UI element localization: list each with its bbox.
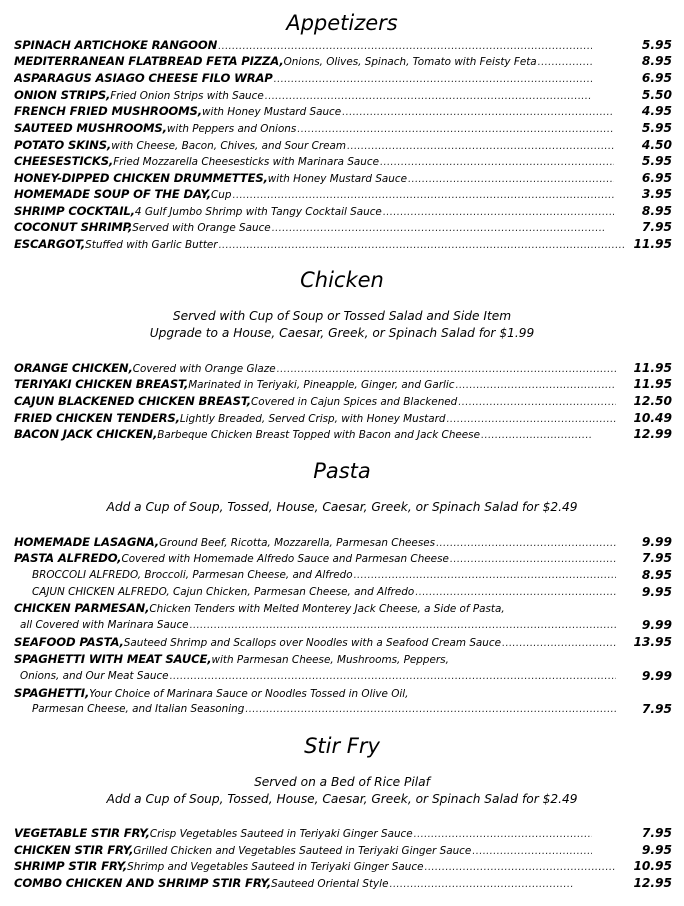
item-price: 3.95: [641, 187, 672, 201]
leader-dots: [450, 552, 616, 566]
item-description: Fried Onion Strips with Sauce: [110, 90, 264, 102]
leader-dots: [170, 669, 616, 684]
leader-dots: [347, 139, 614, 153]
stir-fry-heading: Stir Fry: [304, 734, 380, 758]
menu-item: [0, 137, 684, 153]
item-description: Stuffed with Garlic Butter: [85, 239, 218, 251]
leader-dots: [458, 395, 616, 409]
leader-dots: [354, 568, 616, 583]
menu-item: [0, 53, 684, 69]
item-price: 8.95: [641, 568, 672, 582]
item-name: FRIED CHICKEN TENDERS,: [14, 411, 180, 425]
menu-item: [0, 651, 684, 667]
item-description: Parmesan Cheese, and Italian Seasoning: [32, 703, 245, 715]
item-description: Lightly Breaded, Served Crisp, with Honey Mustard: [179, 413, 446, 425]
item-name: ESCARGOT,: [14, 237, 86, 251]
item-price: 11.95: [633, 377, 672, 391]
item-description: Sauteed Shrimp and Scallops over Noodles with a Seafood Cream Sauce: [123, 637, 501, 649]
item-description: Crisp Vegetables Sauteed in Teriyaki Ginger Sauce: [149, 828, 413, 840]
item-description: Onions, and Our Meat Sauce: [20, 670, 169, 682]
menu-item: [0, 584, 684, 600]
menu-item: [0, 203, 684, 219]
item-name: PASTA ALFREDO,: [14, 551, 122, 565]
pasta-heading: Pasta: [313, 459, 371, 483]
item-name: HONEY-DIPPED CHICKEN DRUMMETTES,: [14, 171, 268, 185]
item-name: HOMEMADE SOUP OF THE DAY,: [14, 187, 212, 201]
item-name: VEGETABLE STIR FRY,: [14, 826, 150, 840]
menu-item: [0, 410, 684, 426]
item-variation: BROCCOLI ALFREDO, Broccoli, Parmesan Cheese, and Alfredo: [32, 569, 353, 581]
item-description: Covered with Homemade Alfredo Sauce and Parmesan Cheese: [121, 553, 449, 565]
item-price: 4.95: [641, 104, 672, 118]
menu-item: [0, 534, 684, 550]
item-name: SEAFOOD PASTA,: [14, 635, 124, 649]
item-price: 9.95: [641, 585, 672, 599]
leader-dots: [414, 827, 592, 841]
menu-item: [0, 87, 684, 103]
menu-item: [0, 360, 684, 376]
item-price: 7.95: [641, 551, 672, 565]
leader-dots: [342, 105, 614, 119]
leader-dots: [245, 702, 616, 717]
item-price: 5.50: [641, 88, 672, 102]
leader-dots: [274, 72, 592, 86]
chicken-heading: Chicken: [300, 268, 384, 292]
menu-item: [0, 376, 684, 392]
item-name: TERIYAKI CHICKEN BREAST,: [14, 377, 189, 391]
leader-dots: [481, 428, 592, 442]
item-name: SPAGHETTI WITH MEAT SAUCE,: [14, 652, 212, 666]
leader-dots: [502, 636, 616, 650]
item-price: 10.95: [633, 859, 672, 873]
leader-dots: [272, 221, 606, 235]
menu-item: [0, 825, 684, 841]
item-price: 5.95: [641, 121, 672, 135]
leader-dots: [408, 172, 614, 186]
menu-item: [0, 37, 684, 53]
stir-fry-note: Served on a Bed of Rice Pilaf: [254, 775, 430, 789]
menu-item: [0, 219, 684, 235]
item-price: 7.95: [641, 220, 672, 234]
item-description: with Parmesan Cheese, Mushrooms, Peppers,: [211, 654, 449, 666]
item-description: Sauteed Oriental Style: [271, 878, 389, 890]
leader-dots: [415, 585, 616, 600]
item-price: 9.99: [641, 618, 672, 632]
item-price: 12.50: [633, 394, 672, 408]
leader-dots: [455, 378, 616, 392]
stir-fry-add-note: Add a Cup of Soup, Tossed, House, Caesar, Greek, or Spinach Salad for $2.49: [106, 792, 578, 806]
chicken-upgrade-note: Upgrade to a House, Caesar, Greek, or Spinach Salad for $1.99: [149, 326, 535, 340]
item-description: Cup: [211, 189, 232, 201]
item-name: HOMEMADE LASAGNA,: [14, 535, 160, 549]
menu-item: [0, 875, 684, 891]
item-price: 5.95: [641, 38, 672, 52]
item-name: SHRIMP STIR FRY,: [14, 859, 128, 873]
item-name: ORANGE CHICKEN,: [14, 361, 133, 375]
leader-dots: [446, 412, 616, 426]
item-description: Shrimp and Vegetables Sauteed in Teriyaki Ginger Sauce: [127, 861, 424, 873]
menu-item: [0, 153, 684, 169]
item-name: SPINACH ARTICHOKE RANGOON: [14, 38, 218, 52]
menu-item: [0, 186, 684, 202]
leader-dots: [190, 618, 616, 633]
item-description: Served with Orange Sauce: [132, 222, 271, 234]
item-price: 8.95: [641, 54, 672, 68]
leader-dots: [219, 238, 624, 252]
leader-dots: [389, 877, 574, 891]
menu-item: [0, 685, 684, 701]
leader-dots: [265, 89, 592, 103]
leader-dots: [436, 536, 616, 550]
menu-item: [0, 842, 684, 858]
item-name: SPAGHETTI,: [14, 686, 90, 700]
item-description: with Cheese, Bacon, Chives, and Sour Cream: [111, 140, 346, 152]
menu-item: [0, 236, 684, 252]
item-description: Chicken Tenders with Melted Monterey Jack Cheese, a Side of Pasta,: [149, 603, 505, 615]
leader-dots: [424, 860, 616, 874]
item-name: FRENCH FRIED MUSHROOMS,: [14, 104, 202, 118]
item-price: 8.95: [641, 204, 672, 218]
menu-item: [0, 550, 684, 566]
item-name: MEDITERRANEAN FLATBREAD FETA PIZZA,: [14, 54, 284, 68]
appetizers-heading: Appetizers: [286, 11, 398, 35]
item-name: ASPARAGUS ASIAGO CHEESE FILO WRAP: [14, 71, 273, 85]
item-name: CHEESESTICKS,: [14, 154, 114, 168]
item-description: Ground Beef, Ricotta, Mozzarella, Parmesan Cheeses: [159, 537, 436, 549]
item-price: 12.99: [633, 427, 672, 441]
pasta-note: Add a Cup of Soup, Tossed, House, Caesar, Greek, or Spinach Salad for $2.49: [106, 500, 578, 514]
leader-dots: [232, 188, 614, 202]
item-description: Fried Mozzarella Cheesesticks with Marinara Sauce: [113, 156, 379, 168]
item-variation: CAJUN CHICKEN ALFREDO, Cajun Chicken, Parmesan Cheese, and Alfredo: [32, 586, 415, 598]
leader-dots: [297, 122, 614, 136]
item-price: 10.49: [633, 411, 672, 425]
item-name: CAJUN BLACKENED CHICKEN BREAST,: [14, 394, 251, 408]
menu-item-continued: [0, 701, 684, 717]
item-description: Onions, Olives, Spinach, Tomato with Feisty Feta: [283, 56, 537, 68]
item-description: Grilled Chicken and Vegetables Sauteed in Teriyaki Ginger Sauce: [133, 845, 472, 857]
menu-item: [0, 600, 684, 616]
item-description: with Honey Mustard Sauce: [201, 106, 342, 118]
item-price: 9.95: [641, 843, 672, 857]
item-name: CHICKEN STIR FRY,: [14, 843, 134, 857]
item-price: 5.95: [641, 154, 672, 168]
leader-dots: [472, 844, 592, 858]
menu-item: [0, 393, 684, 409]
leader-dots: [383, 205, 614, 219]
item-name: COMBO CHICKEN AND SHRIMP STIR FRY,: [14, 876, 272, 890]
leader-dots: [538, 55, 592, 69]
item-price: 7.95: [641, 826, 672, 840]
menu-item: [0, 858, 684, 874]
menu-item: [0, 567, 684, 583]
menu-item: [0, 426, 684, 442]
item-price: 4.50: [641, 138, 672, 152]
item-price: 6.95: [641, 171, 672, 185]
item-name: SHRIMP COCKTAIL,: [14, 204, 135, 218]
item-price: 12.95: [633, 876, 672, 890]
item-name: ONION STRIPS,: [14, 88, 111, 102]
item-name: CHICKEN PARMESAN,: [14, 601, 150, 615]
item-description: Barbeque Chicken Breast Topped with Bacon and Jack Cheese: [157, 429, 480, 441]
menu-item-continued: [0, 668, 684, 684]
item-description: with Honey Mustard Sauce: [267, 173, 407, 185]
item-name: POTATO SKINS,: [14, 138, 112, 152]
menu-item-continued: [0, 617, 684, 633]
item-description: 4 Gulf Jumbo Shrimp with Tangy Cocktail Sauce: [134, 206, 382, 218]
item-name: COCONUT SHRIMP,: [14, 220, 133, 234]
item-name: SAUTEED MUSHROOMS,: [14, 121, 167, 135]
leader-dots: [380, 155, 614, 169]
menu-item: [0, 634, 684, 650]
menu-item: [0, 170, 684, 186]
menu-item: [0, 103, 684, 119]
leader-dots: [277, 362, 616, 376]
item-description: Marinated in Teriyaki, Pineapple, Ginger, and Garlic: [188, 379, 455, 391]
item-description: all Covered with Marinara Sauce: [20, 619, 189, 631]
item-price: 9.99: [641, 669, 672, 683]
item-price: 7.95: [641, 702, 672, 716]
menu-item: [0, 120, 684, 136]
item-price: 9.99: [641, 535, 672, 549]
menu-item: [0, 70, 684, 86]
item-description: Covered with Orange Glaze: [132, 363, 276, 375]
item-price: 13.95: [633, 635, 672, 649]
item-description: Covered in Cajun Spices and Blackened: [250, 396, 458, 408]
item-description: with Peppers and Onions: [166, 123, 297, 135]
leader-dots: [218, 39, 592, 53]
item-price: 6.95: [641, 71, 672, 85]
item-description: Your Choice of Marinara Sauce or Noodles Tossed in Olive Oil,: [89, 688, 409, 700]
item-price: 11.95: [633, 361, 672, 375]
chicken-note: Served with Cup of Soup or Tossed Salad and Side Item: [172, 309, 512, 323]
item-price: 11.95: [633, 237, 672, 251]
item-name: BACON JACK CHICKEN,: [14, 427, 158, 441]
